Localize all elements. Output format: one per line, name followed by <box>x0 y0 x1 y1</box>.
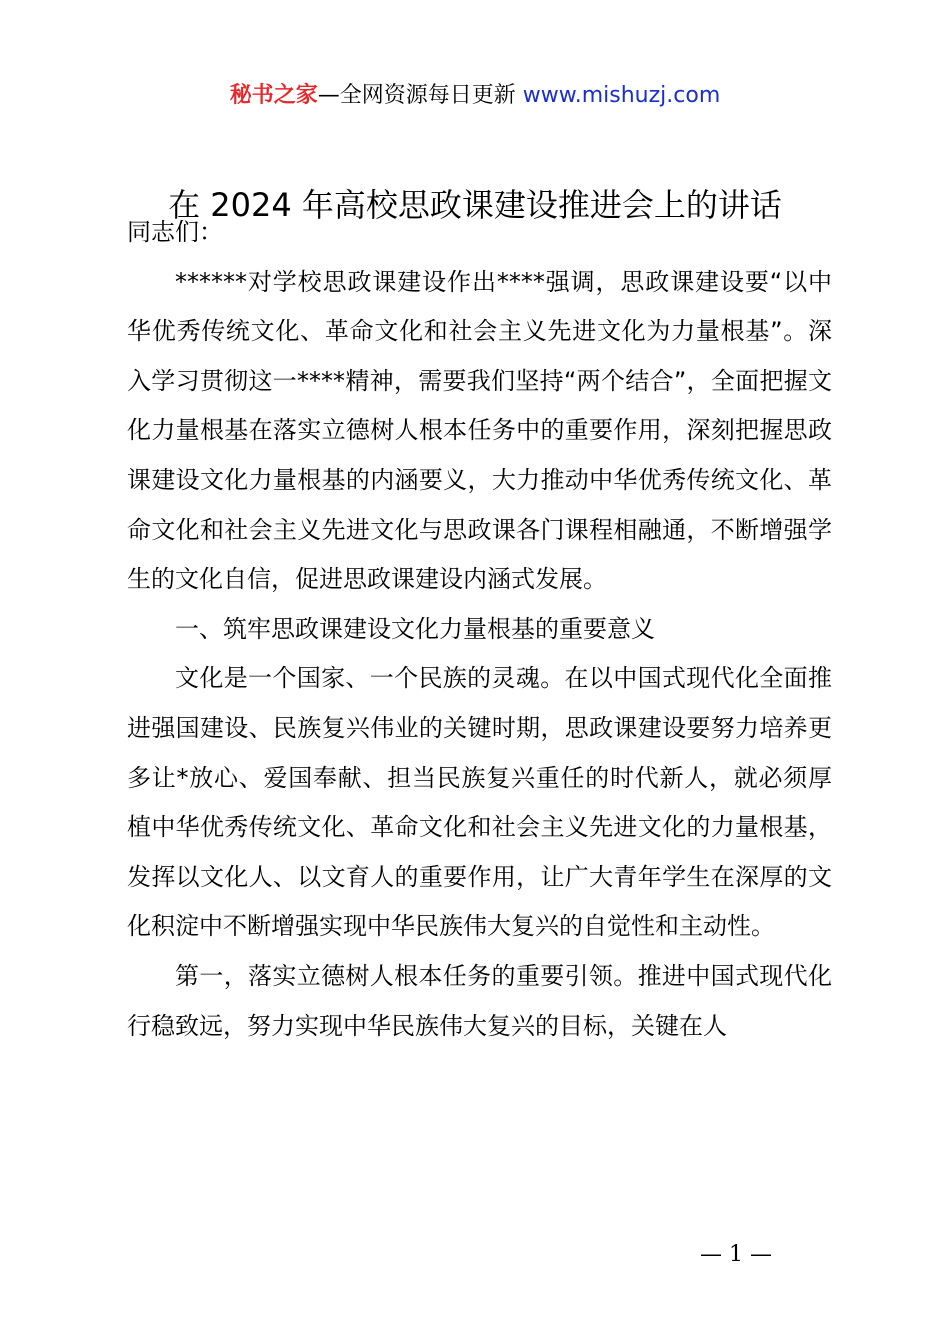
brand-name: 秘书之家 <box>229 83 318 108</box>
page-number: — 1 — <box>700 1242 772 1267</box>
site-header <box>0 80 950 112</box>
salutation: 同志们： <box>127 218 223 246</box>
site-slogan: —全网资源每日更新 <box>317 83 523 108</box>
document-body <box>127 208 832 1051</box>
site-url[interactable]: www.mishuzj.com <box>522 83 721 108</box>
paragraph-first-point: 第一，落实立德树人根本任务的重要引领。推进中国式现代化行稳致远，努力实现中华民族伟大复兴的目标，关键在人 <box>127 961 832 1040</box>
section-heading-1: 一、筑牢思政课建设文化力量根基的重要意义 <box>175 614 655 643</box>
paragraph-intro: ******对学校思政课建设作出****强调，思政课建设要“以中华优秀传统文化、革命文化和社会主义先进文化为力量根基”。深入学习贯彻这一****精神，需要我们坚持“两个结合”，全面把握文化力量根基在落实立德树人根本任务中的重要作用，深刻把握思政课建设文化力量根基的内涵要义，大力推动中华优秀传统文化、革命文化和社会主义先进文化与思政课各门课程相融通，不断增强学生的文化自信，促进思政课建设内涵式发展。 <box>127 267 832 594</box>
paragraph-culture: 文化是一个国家、一个民族的灵魂。在以中国式现代化全面推进强国建设、民族复兴伟业的关键时期，思政课建设要努力培养更多让*放心、爱国奉献、担当民族复兴重任的时代新人，就必须厚植中华优秀传统文化、革命文化和社会主义先进文化的力量根基，发挥以文化人、以文育人的重要作用，让广大青年学生在深厚的文化积淀中不断增强实现中华民族伟大复兴的自觉性和主动性。 <box>127 664 832 941</box>
document-title: 在 2024 年高校思政课建设推进会上的讲话 <box>168 186 782 224</box>
